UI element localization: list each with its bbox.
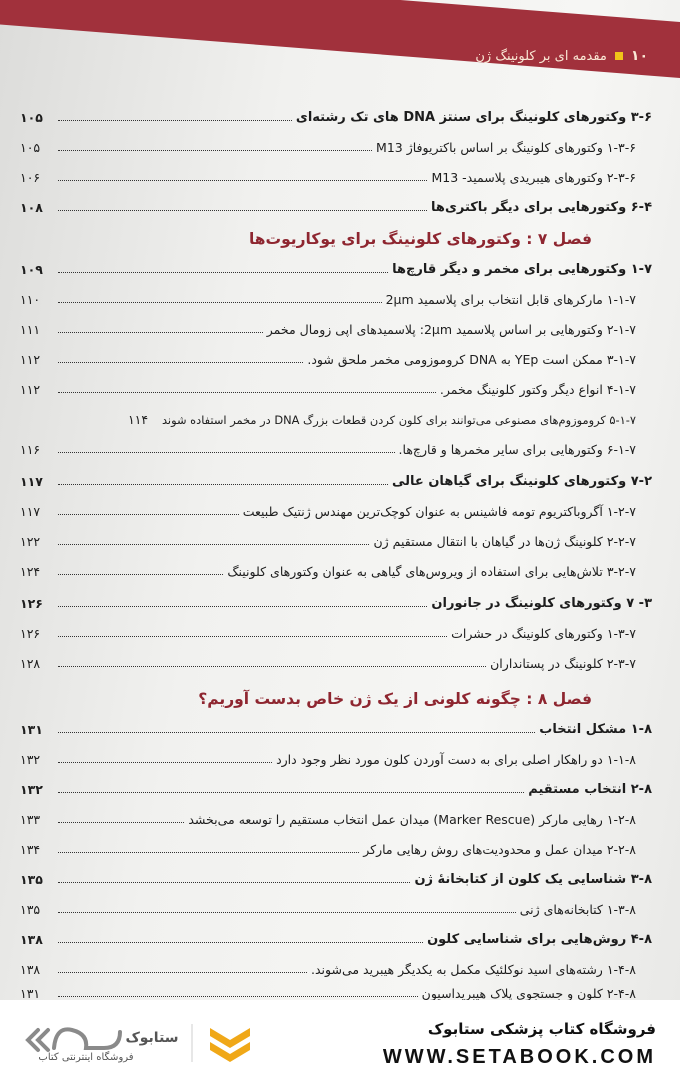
toc-page-number: ۱۲۸ — [20, 656, 41, 671]
logo-tagline: فروشگاه اینترنتی کتاب — [38, 1052, 134, 1063]
toc-entry-title: ۱-۲-۷ آگروباکتریوم تومه فاشینس به عنوان کوچک‌ترین مهندس ژنتیک طبیعت — [242, 504, 636, 519]
toc-leader — [58, 762, 272, 763]
toc-leader — [58, 302, 382, 303]
logo-text: ستابوک — [125, 1030, 179, 1046]
toc-section — [20, 596, 652, 611]
toc-leader — [58, 210, 427, 211]
toc-page-number: ۱۱۱ — [20, 322, 41, 337]
running-title: مقدمه ای بر کلونینگ ژن — [475, 48, 607, 64]
toc-leader — [58, 912, 516, 913]
toc-page-number: ۱۱۷ — [20, 474, 43, 489]
toc-leader — [58, 732, 535, 733]
toc-leader — [58, 882, 410, 883]
toc-section — [20, 474, 652, 489]
store-footer — [0, 1000, 680, 1080]
toc-subsection — [20, 656, 652, 671]
toc-page-number: ۱۲۶ — [20, 596, 43, 611]
toc-section — [20, 110, 652, 125]
toc-page-number: ۱۰۹ — [20, 262, 43, 277]
toc-subsection — [20, 812, 652, 827]
toc-page-number: ۱۳۱ — [20, 722, 43, 737]
page-header-band — [0, 0, 680, 78]
toc-entry-title: ۱-۸ مشکل انتخاب — [539, 722, 652, 737]
toc-subsection — [20, 352, 652, 367]
toc-entry-title: ۱-۳-۸ کتابخانه‌های ژنی — [519, 902, 636, 917]
toc-page-number: ۱۲۶ — [20, 626, 41, 641]
toc-page-number: ۱۱۲ — [20, 382, 41, 397]
toc-section — [20, 932, 652, 947]
toc-subsection — [20, 170, 652, 185]
toc-page-number: ۱۱۶ — [20, 442, 41, 457]
toc-page-number: ۱۳۴ — [20, 842, 41, 857]
toc-section — [20, 262, 652, 277]
toc-leader — [58, 362, 303, 363]
toc-subsection — [20, 986, 652, 1000]
toc-entry-title: ۱-۳-۷ وکتورهای کلونینگ در حشرات — [451, 626, 636, 641]
toc-entry-title: ۲-۱-۷ وکتورهایی بر اساس پلاسمید 2μm: پلاسمیدهای اپی زومال مخمر — [266, 322, 636, 337]
toc-leader — [58, 452, 395, 453]
toc-leader — [58, 636, 447, 637]
toc-entry-title: ۲-۲-۷ کلونینگ ژن‌ها در گیاهان با انتقال مستقیم ژن — [373, 534, 636, 549]
toc-entry-title: ۱-۲-۸ رهایی مارکر (Marker Rescue) میدان عمل انتخاب مستقیم را توسعه می‌بخشد — [188, 812, 636, 827]
toc-section — [20, 872, 652, 887]
toc-leader — [58, 852, 359, 853]
toc-subsection — [20, 902, 652, 917]
page-number: ۱۰ — [630, 48, 648, 64]
chapter-title: فصل ۷ : وکتورهای کلونینگ برای یوکاریوت‌ها — [248, 230, 592, 248]
toc-entry-title: ۱-۱-۷ مارکرهای قابل انتخاب برای پلاسمید 2μm — [385, 292, 636, 307]
toc-leader — [58, 942, 423, 943]
toc-leader — [58, 272, 388, 273]
toc-leader — [58, 484, 388, 485]
toc-page-number: ۱۱۲ — [20, 352, 41, 367]
toc-entry-title: ۳-۲-۷ تلاش‌هایی برای استفاده از ویروس‌های گیاهی به عنوان وکتورهای کلونینگ — [227, 564, 636, 579]
toc-page-number: ۱۳۵ — [20, 872, 43, 887]
toc-subsection — [20, 504, 652, 519]
toc-entry-title: ۷-۲ وکتورهای کلونینگ برای گیاهان عالی — [392, 474, 652, 489]
toc-leader — [58, 574, 223, 575]
toc-page-number: ۱۰۶ — [20, 170, 41, 185]
toc-entry-title: ۳-۸ شناسایی یک کلون از کتابخانهٔ ژن — [414, 872, 652, 887]
setabook-logo — [24, 1018, 274, 1068]
toc-entry-title: ۳-۶ وکتورهای کلونینگ برای سنتز DNA های تک رشته‌ای — [295, 110, 652, 125]
chapter-title: فصل ۸ : چگونه کلونی از یک ژن خاص بدست آوریم؟ — [198, 690, 592, 708]
toc-entry-title: ۴-۱-۷ انواع دیگر وکتور کلونینگ مخمر. — [439, 382, 636, 397]
toc-page-number: ۱۰۵ — [20, 110, 43, 125]
toc-entry-title: ۴-۸ روش‌هایی برای شناسایی کلون — [427, 932, 652, 947]
toc-entry-title: ۶-۴ وکتورهایی برای دیگر باکتری‌ها — [431, 200, 652, 215]
toc-entry-title: ۳- ۷ وکتورهای کلونینگ در جانوران — [431, 596, 652, 611]
toc-entry-title: ۶-۱-۷ وکتورهایی برای سایر مخمرها و قارچ‌ها. — [398, 442, 636, 457]
toc-page-number: ۱۱۴ — [127, 412, 149, 427]
toc-subsection — [20, 412, 652, 427]
toc-subsection — [20, 382, 652, 397]
toc-leader — [58, 180, 427, 181]
toc-subsection — [20, 442, 652, 457]
toc-leader — [58, 606, 427, 607]
toc-subsection — [20, 292, 652, 307]
toc-entry-title: ۱-۴-۸ رشته‌های اسید نوکلئیک مکمل به یکدیگر هیبرید می‌شوند. — [311, 962, 636, 977]
toc-leader — [58, 332, 263, 333]
toc-subsection — [20, 842, 652, 857]
toc-entry-title: ۵-۱-۷ کروموزوم‌های مصنوعی می‌توانند برای کلون کردن قطعات بزرگ DNA در مخمر استفاده شوند — [161, 413, 636, 427]
toc-leader — [58, 544, 369, 545]
toc-leader — [58, 150, 372, 151]
toc-subsection — [20, 626, 652, 641]
toc-subsection — [20, 534, 652, 549]
toc-page-number: ۱۳۲ — [20, 782, 43, 797]
toc-page-number: ۱۳۲ — [20, 752, 41, 767]
toc-leader — [58, 392, 436, 393]
toc-subsection — [20, 322, 652, 337]
store-url: WWW.SETABOOK.COM — [382, 1046, 656, 1068]
toc-subsection — [20, 564, 652, 579]
toc-subsection — [20, 962, 652, 977]
toc-section — [20, 722, 652, 737]
toc-section — [20, 200, 652, 215]
toc-entry-title: ۲-۳-۷ کلونینگ در پستانداران — [490, 656, 636, 671]
toc-entry-title: ۲-۸ انتخاب مستقیم — [528, 782, 652, 797]
toc-entry-title: ۲-۲-۸ میدان عمل و محدودیت‌های روش رهایی مارکر — [363, 842, 636, 857]
toc-entry-title: ۱-۱-۸ دو راهکار اصلی برای به دست آوردن کلون مورد نظر وجود دارد — [276, 752, 636, 767]
toc-entry-title: ۳-۱-۷ ممکن است YEp به DNA کروموزومی مخمر ملحق شود. — [307, 352, 636, 367]
toc-page-number: ۱۳۸ — [20, 962, 41, 977]
page-header — [475, 48, 648, 64]
toc-page-number: ۱۳۸ — [20, 932, 43, 947]
toc-entry-title: ۲-۳-۶ وکتورهای هیبریدی پلاسمید- M13 — [431, 170, 636, 185]
toc-page-number: ۱۰۸ — [20, 200, 43, 215]
setabook-logo-mark — [24, 1018, 274, 1068]
toc-subsection — [20, 752, 652, 767]
store-name: فروشگاه کتاب پزشکی ستابوک — [427, 1020, 656, 1038]
toc-entry-title: ۱-۳-۶ وکتورهای کلونینگ بر اساس باکتریوفاژ M13 — [376, 140, 636, 155]
toc-subsection — [20, 140, 652, 155]
header-square-icon — [615, 52, 623, 60]
toc-entry-title: ۱-۷ وکتورهایی برای مخمر و دیگر قارچ‌ها — [392, 262, 652, 277]
toc-leader — [58, 120, 292, 121]
toc-leader — [58, 822, 184, 823]
toc-section — [20, 782, 652, 797]
toc-page-number: ۱۳۵ — [20, 902, 41, 917]
toc-entry-title: ۲-۴-۸ کلون و جستجوی پلاک هیبریداسیون — [421, 986, 636, 1000]
toc-page-number: ۱۳۳ — [20, 812, 41, 827]
toc-leader — [58, 972, 307, 973]
toc-leader — [58, 666, 486, 667]
toc-leader — [58, 996, 418, 997]
toc-page-number: ۱۱۰ — [20, 292, 41, 307]
toc-leader — [58, 514, 239, 515]
toc-page-number: ۱۱۷ — [20, 504, 41, 519]
toc-page-number: ۱۳۱ — [20, 986, 41, 1000]
toc-page-number: ۱۲۴ — [20, 564, 41, 579]
toc-page-number: ۱۲۲ — [20, 534, 41, 549]
toc-page-number: ۱۰۵ — [20, 140, 41, 155]
toc-leader — [58, 792, 524, 793]
